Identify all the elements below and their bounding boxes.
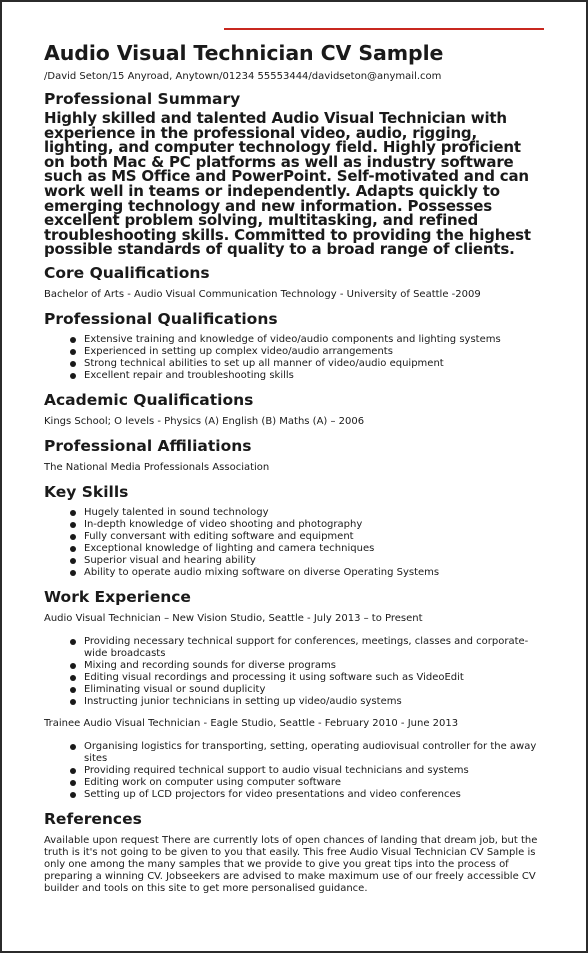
- list-item: Extensive training and knowledge of video/audio components and lighting systems: [84, 334, 544, 346]
- heading-key-skills: Key Skills: [44, 482, 129, 501]
- heading-professional-summary: Professional Summary: [44, 90, 241, 108]
- summary-text: Highly skilled and talented Audio Visual Technician with experience in the professional video, audio, rigging, lighting, and computer technology field. Highly proficient on both Mac & PC platforms as well as industry software such as MS Office and PowerPoint. Self-motivated and can work well in teams or independently. Adapts quickly to emerging technology and new information. Possesses excellent problem solving, multitasking, and refined troubleshooting skills. Committed to providing the highest possible standards of quality to a broad range of clients.: [44, 109, 531, 259]
- list-item: Editing work on computer using computer software: [84, 777, 544, 789]
- references-text: Available upon request There are currently lots of open chances of landing that dream job, but the truth is it's not going to be given to you that easily. This free Audio Visual Technician CV Sample is only one among the many samples that we provide to give you great tips into the process of preparing a winning CV. Jobseekers are advised to make maximum use of our freely accessible CV builder and tools on this site to get more personalised guidance.: [44, 834, 538, 894]
- list-item: Exceptional knowledge of lighting and camera techniques: [84, 543, 544, 555]
- heading-academic-qualifications: Academic Qualifications: [44, 390, 254, 409]
- job-duties-list: [44, 741, 544, 801]
- list-item: Mixing and recording sounds for diverse programs: [84, 660, 544, 672]
- professional-qualifications-list: [44, 334, 544, 382]
- heading-professional-qualifications: Professional Qualifications: [44, 309, 278, 328]
- heading-work-experience: Work Experience: [44, 587, 191, 606]
- list-item: Setting up of LCD projectors for video presentations and video conferences: [84, 789, 544, 801]
- list-item: Eliminating visual or sound duplicity: [84, 684, 544, 696]
- list-item: Instructing junior technicians in setting up video/audio systems: [84, 696, 544, 708]
- list-item: Ability to operate audio mixing software on diverse Operating Systems: [84, 567, 544, 579]
- list-item: Experienced in setting up complex video/audio arrangements: [84, 346, 544, 358]
- heading-professional-affiliations: Professional Affiliations: [44, 436, 252, 455]
- cv-content: [44, 26, 544, 895]
- list-item: Hugely talented in sound technology: [84, 507, 544, 519]
- job-title: Audio Visual Technician – New Vision Studio, Seattle - July 2013 – to Present: [44, 612, 423, 624]
- key-skills-list: [44, 507, 544, 579]
- list-item: Superior visual and hearing ability: [84, 555, 544, 567]
- job-title: Trainee Audio Visual Technician - Eagle Studio, Seattle - February 2010 - June 2013: [44, 717, 459, 729]
- list-item: Fully conversant with editing software and equipment: [84, 531, 544, 543]
- cv-title: Audio Visual Technician CV Sample: [44, 41, 444, 65]
- professional-affiliations-text: The National Media Professionals Association: [44, 461, 270, 473]
- list-item: Providing necessary technical support for conferences, meetings, classes and corporate-wide broadcasts: [84, 636, 544, 660]
- core-qualifications-text: Bachelor of Arts - Audio Visual Communication Technology - University of Seattle -2009: [44, 288, 481, 300]
- list-item: Strong technical abilities to set up all manner of video/audio equipment: [84, 358, 544, 370]
- contact-line: /David Seton/15 Anyroad, Anytown/01234 55553444/davidseton@anymail.com: [44, 71, 442, 82]
- list-item: Organising logistics for transporting, setting, operating audiovisual controller for the away sites: [84, 741, 544, 765]
- heading-references: References: [44, 809, 142, 828]
- heading-core-qualifications: Core Qualifications: [44, 263, 210, 282]
- list-item: Excellent repair and troubleshooting skills: [84, 370, 544, 382]
- list-item: Providing required technical support to audio visual technicians and systems: [84, 765, 544, 777]
- list-item: Editing visual recordings and processing it using software such as VideoEdit: [84, 672, 544, 684]
- list-item: In-depth knowledge of video shooting and photography: [84, 519, 544, 531]
- job-duties-list: [44, 636, 544, 708]
- academic-qualifications-text: Kings School; O levels - Physics (A) English (B) Maths (A) – 2006: [44, 415, 365, 427]
